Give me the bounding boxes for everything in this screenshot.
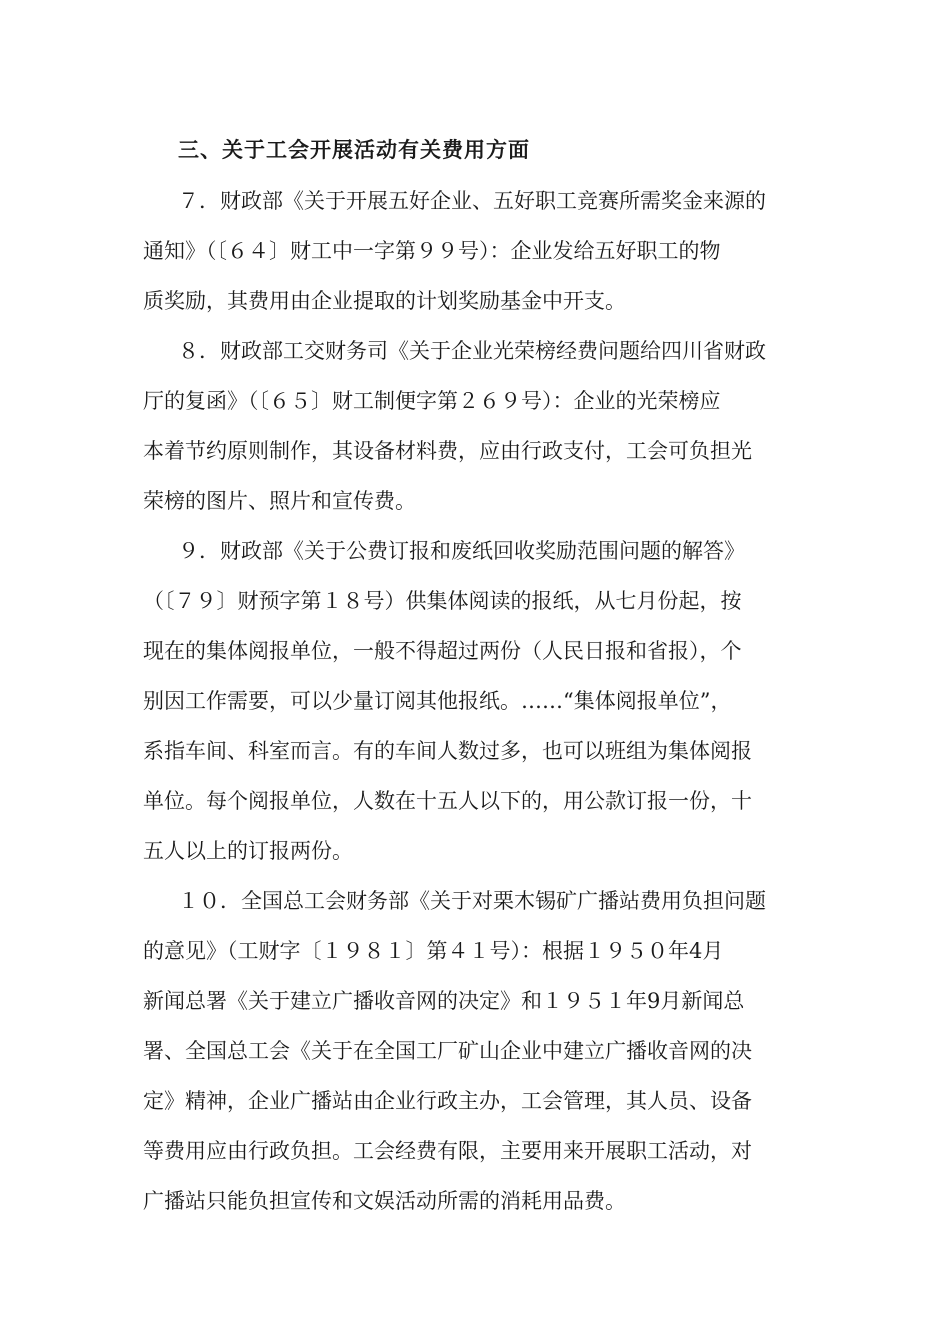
paragraph-line: 系指车间、科室而言。有的车间人数过多，也可以班组为集体阅报 xyxy=(143,739,752,763)
paragraph-line: 单位。每个阅报单位，人数在十五人以下的，用公款订报一份，十 xyxy=(143,789,752,813)
paragraph-line: 五人以上的订报两份。 xyxy=(143,839,353,863)
paragraph-line: ９．财政部《关于公费订报和废纸回收奖励范围问题的解答》 xyxy=(178,539,745,563)
section-heading: 三、关于工会开展活动有关费用方面 xyxy=(178,137,530,162)
paragraph-line: 新闻总署《关于建立广播收音网的决定》和１９５１年9月新闻总 xyxy=(143,989,745,1013)
paragraph-line: 荣榜的图片、照片和宣传费。 xyxy=(143,489,416,513)
paragraph-line: 署、全国总工会《关于在全国工厂矿山企业中建立广播收音网的决 xyxy=(143,1039,752,1063)
paragraph-line: 通知》（〔６４〕财工中一字第９９号）：企业发给五好职工的物 xyxy=(143,239,721,263)
paragraph-line: 质奖励，其费用由企业提取的计划奖励基金中开支。 xyxy=(143,289,626,313)
paragraph-line: 定》精神，企业广播站由企业行政主办，工会管理，其人员、设备 xyxy=(143,1089,752,1113)
paragraph-line: 现在的集体阅报单位，一般不得超过两份（人民日报和省报），个 xyxy=(143,639,742,663)
paragraph-line: 广播站只能负担宣传和文娱活动所需的消耗用品费。 xyxy=(143,1189,626,1213)
paragraph-line: 本着节约原则制作，其设备材料费，应由行政支付，工会可负担光 xyxy=(143,439,752,463)
paragraph-line: １０．全国总工会财务部《关于对栗木锡矿广播站费用负担问题 xyxy=(178,889,766,913)
paragraph-line: 别因工作需要，可以少量订阅其他报纸。……“集体阅报单位”， xyxy=(143,689,732,713)
paragraph-line: 的意见》（工财字〔１９８１〕第４１号）：根据１９５０年4月 xyxy=(143,939,724,963)
paragraph-line: ７．财政部《关于开展五好企业、五好职工竞赛所需奖金来源的 xyxy=(178,189,766,213)
paragraph-line: 等费用应由行政负担。工会经费有限，主要用来开展职工活动，对 xyxy=(143,1139,752,1163)
paragraph-line: ８．财政部工交财务司《关于企业光荣榜经费问题给四川省财政 xyxy=(178,339,766,363)
paragraph-line: （〔７９〕财预字第１８号）供集体阅读的报纸，从七月份起，按 xyxy=(143,589,742,613)
paragraph-line: 厅的复函》（〔６５〕财工制便字第２６９号）：企业的光荣榜应 xyxy=(143,389,721,413)
